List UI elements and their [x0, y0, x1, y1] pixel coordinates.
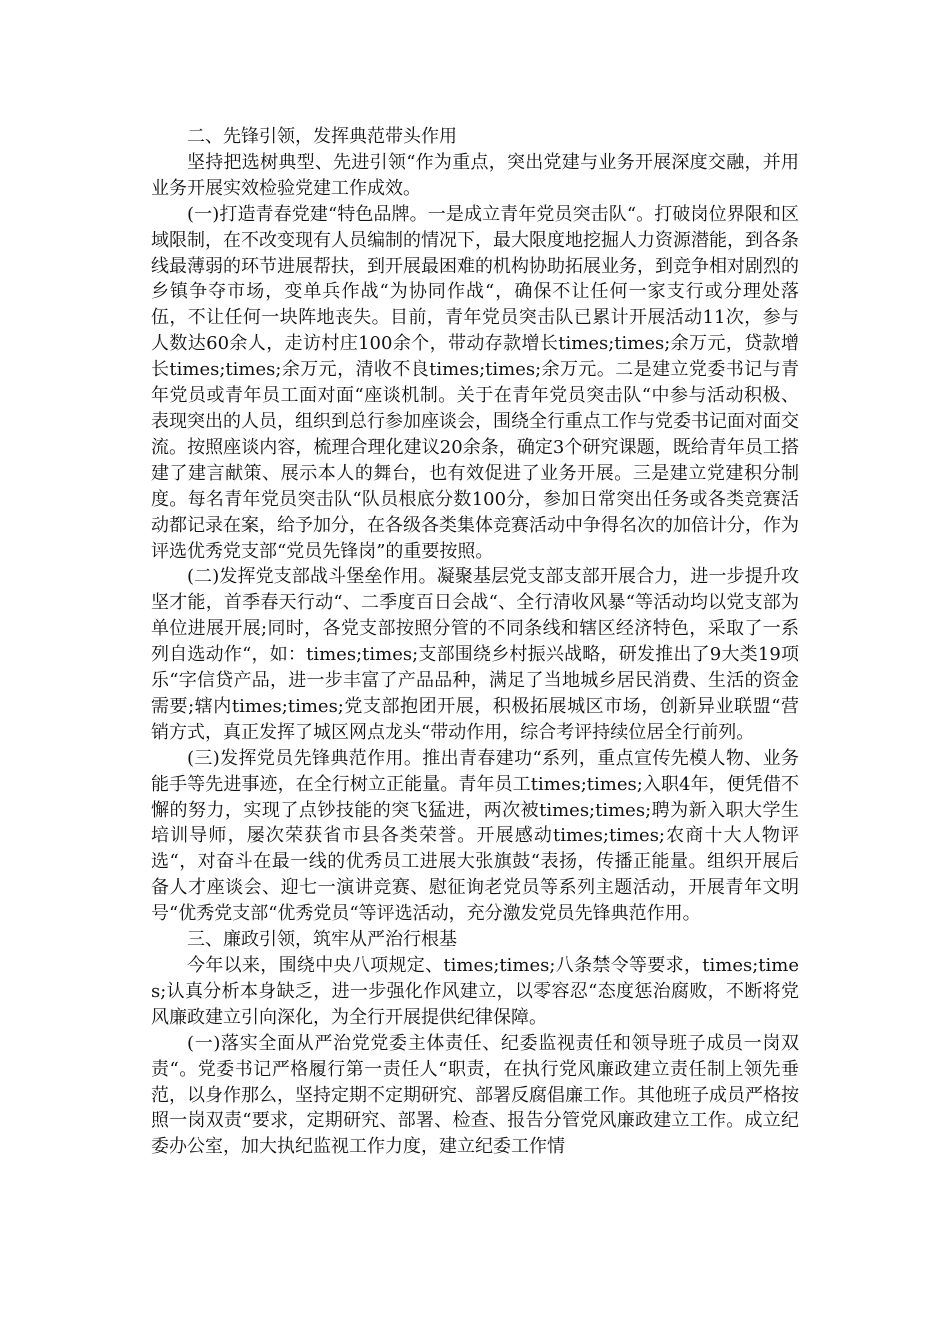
section-3-item-1-paragraph: (一)落实全面从严治党党委主体责任、纪委监视责任和领导班子成员一岗双责“。党委书记严格履行第一责任人“职责，在执行党风廉政建立责任制上领先垂范，以身作那么，坚持定期不定期研究、部署反腐倡廉工作。其他班子成员严格按照一岗双责“要求，定期研究、部署、检查、报告分管党风廉政建立工作。成立纪委办公室，加大执纪监视工作力度，建立纪委工作情 — [151, 1032, 799, 1158]
section-3-intro-paragraph: 今年以来，围绕中央八项规定、times;times;八条禁令等要求，times;times;认真分析本身缺乏，进一步强化作风建立，以零容忍“态度惩治腐败，不断将党风廉政建立引向深化，为全行开展提供纪律保障。 — [151, 955, 799, 1028]
section-2-item-2-paragraph: (二)发挥党支部战斗堡垒作用。凝聚基层党支部支部开展合力，进一步提升攻坚才能，首季春天行动“、二季度百日会战“、全行清收风暴“等活动均以党支部为单位进展开展;同时，各党支部按照分管的不同条线和辖区经济特色，采取了一系列自选动作“，如：times;times;支部围绕乡村振兴战略，研发推出了9大类19项乐“字信贷产品，进一步丰富了产品品种，满足了当地城乡居民消费、生活的资金需要;辖内times;times;党支部抱团开展，积极拓展城区市场，创新异业联盟“营销方式，真正发挥了城区网点龙头“带动作用，综合考评持续位居全行前列。 — [151, 566, 799, 743]
section-2-intro-paragraph: 坚持把选树典型、先进引领“作为重点，突出党建与业务开展深度交融，并用业务开展实效检验党建工作成效。 — [151, 151, 799, 199]
section-2-heading: 二、先锋引领，发挥典范带头作用 — [187, 126, 457, 147]
document-body — [151, 124, 799, 1160]
section-2-item-3-paragraph: (三)发挥党员先锋典范作用。推出青春建功“系列，重点宣传先模人物、业务能手等先进事迹，在全行树立正能量。青年员工times;times;入职4年，便凭借不懈的努力，实现了点钞技能的突飞猛进，两次被times;times;聘为新入职大学生培训导师，屡次荣获省市县各类荣誉。开展感动times;times;农商十大人物评选“，对奋斗在最一线的优秀员工进展大张旗鼓“表扬，传播正能量。组织开展后备人才座谈会、迎七一演讲竞赛、慰征询老党员等系列主题活动，开展青年文明号“优秀党支部“优秀党员“等评选活动，充分激发党员先锋典范作用。 — [151, 747, 799, 925]
section-2-item-1-paragraph: (一)打造青春党建“特色品牌。一是成立青年党员突击队“。打破岗位界限和区域限制，在不改变现有人员编制的情况下，最大限度地挖掘人力资源潜能，到各条线最薄弱的环节进展帮扶，到开展最困难的机构协助拓展业务，到竞争相对剧烈的乡镇争夺市场，变单兵作战“为协同作战“，确保不让任何一家支行或分理处落伍，不让任何一块阵地丧失。目前，青年党员突击队已累计开展活动11次，参与人数达60余人，走访村庄100余个，带动存款增长times;times;余万元，贷款增长times;times;余万元，清收不良times;times;余万元。二是建立党委书记与青年党员或青年员工面对面“座谈机制。关于在青年党员突击队“中参与活动积极、表现突出的人员，组织到总行参加座谈会，围绕全行重点工作与党委书记面对面交流。按照座谈内容，梳理合理化建议20余条，确定3个研究课题，既给青年员工搭建了建言献策、展示本人的舞台，也有效促进了业务开展。三是建立党建积分制度。每名青年党员突击队“队员根底分数100分，参加日常突出任务或各类竞赛活动都记录在案，给予加分，在各级各类集体竞赛活动中争得名次的加倍计分，作为评选优秀党支部“党员先锋岗”的重要按照。 — [151, 203, 799, 562]
section-3-heading: 三、廉政引领，筑牢从严治行根基 — [187, 929, 457, 951]
